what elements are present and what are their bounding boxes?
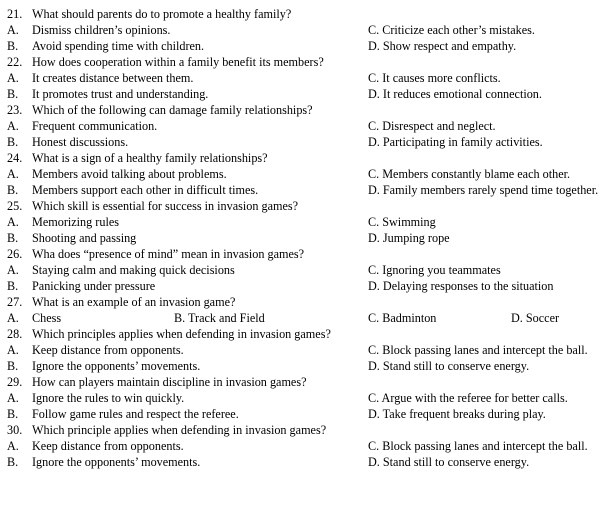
question-stem [0, 6, 600, 22]
question-text: What should parents do to promote a healthy family? [32, 7, 292, 21]
option-d: D. Family members rarely spend time together. [368, 183, 599, 197]
option-a: Members avoid talking about problems. [32, 167, 227, 181]
question-text: What is a sign of a healthy family relationships? [32, 151, 268, 165]
option-d: D. Jumping rope [368, 231, 450, 245]
option-a: Staying calm and making quick decisions [32, 263, 235, 277]
option-b: Honest discussions. [32, 135, 129, 149]
option-c: C. Badminton [368, 311, 437, 325]
option-letter: B. [7, 183, 19, 197]
option-b: Avoid spending time with children. [32, 39, 205, 53]
question-stem [0, 54, 600, 70]
option-a: Ignore the rules to win quickly. [32, 391, 185, 405]
option-a: Chess [32, 311, 62, 325]
option-d: D. Soccer [511, 311, 560, 325]
question-number: 26. [7, 247, 23, 261]
question-number: 25. [7, 199, 23, 213]
option-b: B. Track and Field [174, 311, 265, 325]
question-text: Wha does “presence of mind” mean in invasion games? [32, 247, 305, 261]
question-text: Which skill is essential for success in invasion games? [32, 199, 299, 213]
option-d: D. Take frequent breaks during play. [368, 407, 546, 421]
option-c: C. Disrespect and neglect. [368, 119, 496, 133]
question-stem [0, 150, 600, 166]
option-c: C. It causes more conflicts. [368, 71, 501, 85]
question-text: Which principle applies when defending in invasion games? [32, 423, 327, 437]
option-letter: A. [7, 215, 19, 229]
question-number: 24. [7, 151, 23, 165]
option-letter: B. [7, 231, 19, 245]
option-b: Members support each other in difficult times. [32, 183, 259, 197]
option-b: Ignore the opponents’ movements. [32, 359, 201, 373]
option-letter: B. [7, 39, 19, 53]
option-c: C. Argue with the referee for better calls. [368, 391, 568, 405]
option-row [0, 182, 600, 198]
question-sheet [0, 6, 600, 470]
option-b: Shooting and passing [32, 231, 137, 245]
option-letter: A. [7, 263, 19, 277]
option-letter: B. [7, 135, 19, 149]
option-a: Dismiss children’s opinions. [32, 23, 171, 37]
option-row [0, 214, 600, 230]
question-number: 30. [7, 423, 23, 437]
option-d: D. Stand still to conserve energy. [368, 359, 530, 373]
option-c: C. Block passing lanes and intercept the ball. [368, 439, 588, 453]
option-d: D. It reduces emotional connection. [368, 87, 542, 101]
option-c: C. Swimming [368, 215, 436, 229]
option-row [0, 438, 600, 454]
option-row [0, 454, 600, 470]
option-d: D. Stand still to conserve energy. [368, 455, 530, 469]
option-row [0, 70, 600, 86]
option-row [0, 310, 600, 326]
option-letter: A. [7, 23, 19, 37]
question-text: What is an example of an invasion game? [32, 295, 236, 309]
option-row [0, 358, 600, 374]
question-number: 28. [7, 327, 23, 341]
option-a: Frequent communication. [32, 119, 158, 133]
option-d: D. Show respect and empathy. [368, 39, 517, 53]
option-letter: B. [7, 87, 19, 101]
option-b: Ignore the opponents’ movements. [32, 455, 201, 469]
question-text: How can players maintain discipline in invasion games? [32, 375, 307, 389]
option-letter: B. [7, 279, 19, 293]
option-b: Follow game rules and respect the referee. [32, 407, 239, 421]
option-row [0, 390, 600, 406]
option-letter: A. [7, 167, 19, 181]
question-text: Which principles applies when defending in invasion games? [32, 327, 331, 341]
question-stem [0, 102, 600, 118]
option-row [0, 166, 600, 182]
option-row [0, 134, 600, 150]
question-stem [0, 326, 600, 342]
option-row [0, 22, 600, 38]
option-row [0, 278, 600, 294]
option-letter: B. [7, 407, 19, 421]
option-a: Keep distance from opponents. [32, 343, 184, 357]
option-c: C. Criticize each other’s mistakes. [368, 23, 535, 37]
option-row [0, 230, 600, 246]
option-b: It promotes trust and understanding. [32, 87, 209, 101]
option-a: Keep distance from opponents. [32, 439, 184, 453]
option-letter: A. [7, 311, 19, 325]
option-row [0, 118, 600, 134]
question-stem [0, 422, 600, 438]
option-d: D. Participating in family activities. [368, 135, 543, 149]
option-row [0, 262, 600, 278]
option-a: It creates distance between them. [32, 71, 194, 85]
option-letter: A. [7, 71, 19, 85]
option-letter: A. [7, 439, 19, 453]
question-stem [0, 294, 600, 310]
question-text: How does cooperation within a family benefit its members? [32, 55, 324, 69]
question-number: 27. [7, 295, 23, 309]
option-c: C. Ignoring you teammates [368, 263, 501, 277]
option-row [0, 38, 600, 54]
option-letter: A. [7, 343, 19, 357]
question-text: Which of the following can damage family relationships? [32, 103, 313, 117]
option-row [0, 342, 600, 358]
option-c: C. Block passing lanes and intercept the ball. [368, 343, 588, 357]
question-number: 23. [7, 103, 23, 117]
question-stem [0, 198, 600, 214]
option-a: Memorizing rules [32, 215, 119, 229]
question-number: 29. [7, 375, 23, 389]
option-letter: A. [7, 391, 19, 405]
question-stem [0, 246, 600, 262]
option-letter: B. [7, 455, 19, 469]
option-c: C. Members constantly blame each other. [368, 167, 571, 181]
option-letter: B. [7, 359, 19, 373]
question-stem [0, 374, 600, 390]
option-b: Panicking under pressure [32, 279, 156, 293]
option-row [0, 86, 600, 102]
option-letter: A. [7, 119, 19, 133]
option-row [0, 406, 600, 422]
question-number: 22. [7, 55, 23, 69]
question-number: 21. [7, 7, 23, 21]
option-d: D. Delaying responses to the situation [368, 279, 554, 293]
